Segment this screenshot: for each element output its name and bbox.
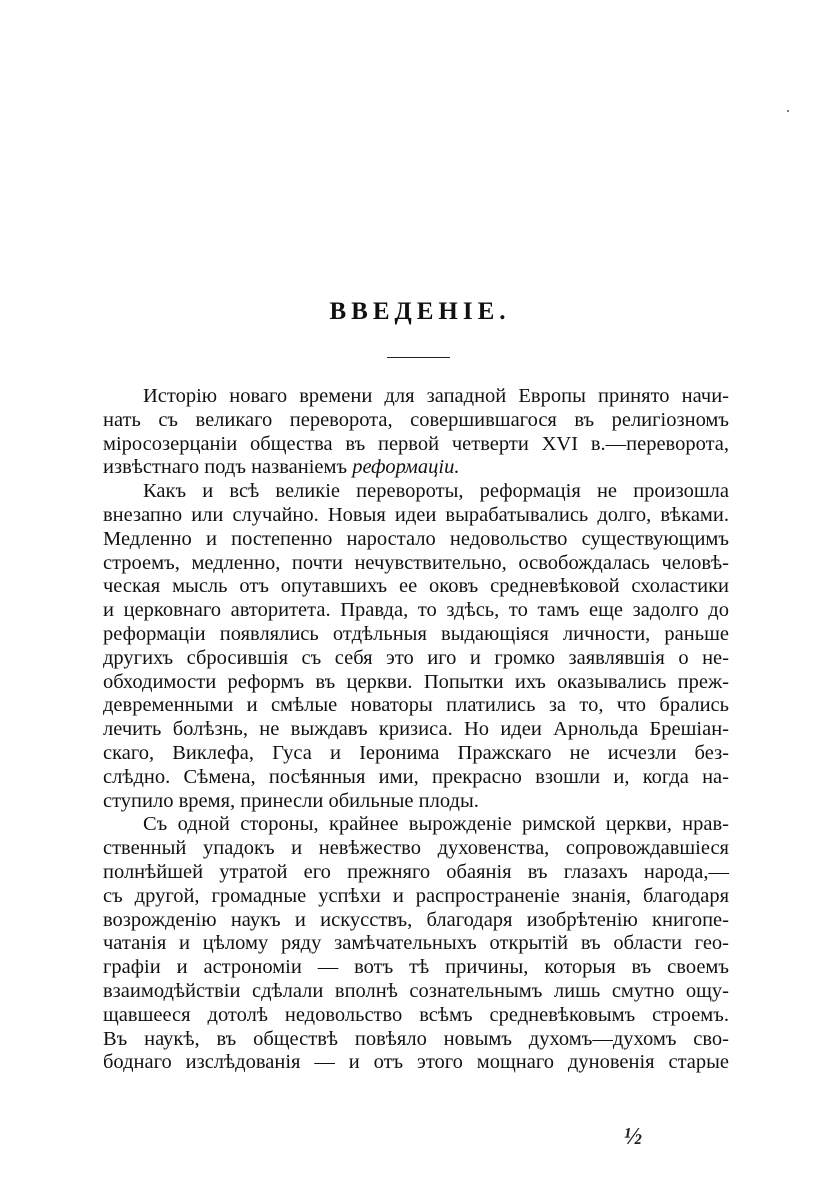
text-line: графіи и астрономіи — вотъ тѣ причины, которыя въ своемъ [103,956,729,979]
text-line: лечить болѣзнь, не выждавъ кризиса. Но идеи Арнольда Брешіан- [103,718,729,741]
text-line: взаимодѣйствіи сдѣлали вполнѣ сознательнымъ лишь смутно ощу- [103,979,729,1002]
text-line: Съ одной стороны, крайнее вырожденіе римской церкви, нрав- [143,813,729,836]
text-line: нать съ великаго переворота, совершившагося въ религіозномъ [103,408,729,431]
text-line: щавшееся дотолѣ недовольство всѣмъ средневѣковымъ строемъ. [103,1003,729,1026]
text-line: слѣдно. Сѣмена, посѣянныя ими, прекрасно взошли и, когда на- [103,765,729,788]
text-line: ственный упадокъ и невѣжество духовенства, сопровождавшіеся [103,837,729,860]
text-line: боднаго изслѣдованія — и отъ этого мощнаго дуновенія старые [103,1051,729,1074]
text-line: міросозерцаніи общества въ первой четверти XVI в.—переворота, [103,432,729,455]
paragraph-1 [103,385,729,480]
paragraph-2 [103,480,729,813]
text-line: съ другой, громадные успѣхи и распространеніе знанія, благодаря [103,884,729,907]
page-number-mark: ½ [624,1124,642,1150]
text-line-prefix: извѣстнаго подъ названіемъ [103,456,353,479]
emphasized-term: реформаціи. [352,456,460,479]
body-text [103,385,729,1075]
text-line: возрожденію наукъ и искусствъ, благодаря изобрѣтенію книгопе- [103,908,729,931]
text-line: Какъ и всѣ великіе перевороты, реформація не произошла [143,480,729,503]
text-line: Медленно и постепенно наростало недовольство существующимъ [103,527,729,550]
text-line [103,456,729,480]
text-line: обходимости реформъ въ церкви. Попытки ихъ оказывались преж- [103,670,729,693]
text-line: ческая мысль отъ опутавшихъ ее оковъ средневѣковой схоластики [103,575,729,598]
text-line: внезапно или случайно. Новыя идеи вырабатывались долго, вѣками. [103,503,729,526]
text-line: скаго, Виклефа, Гуса и Іеронима Пражскаго не исчезли без- [103,741,729,764]
text-line: чатанія и цѣлому ряду замѣчательныхъ открытій въ области гео- [103,932,729,955]
page-title: ВВЕДЕНIЕ. [329,298,511,325]
text-line: другихъ сбросившія съ себя это иго и громко заявлявшія о не- [103,646,729,669]
title-divider [387,357,450,358]
text-line: строемъ, медленно, почти нечувствительно, освобождалась человѣ- [103,551,729,574]
text-line: полнѣйшей утратой его прежняго обаянія въ глазахъ народа,— [103,860,729,883]
text-line: Въ наукѣ, въ обществѣ повѣяло новымъ духомъ—духомъ сво- [103,1027,729,1050]
text-line: девременными и смѣлые новаторы платились за то, что брались [103,694,729,717]
text-line: и церковнаго авторитета. Правда, то здѣсь, то тамъ еще задолго до [103,599,729,622]
text-line: ступило время, принесли обильные плоды. [103,789,479,812]
ink-speck [787,110,789,112]
text-line: Исторію новаго времени для западной Европы принято начи- [143,385,729,407]
text-line: реформаціи появлялись отдѣльныя выдающіяся личности, раньше [103,622,729,645]
paragraph-3 [103,813,729,1075]
